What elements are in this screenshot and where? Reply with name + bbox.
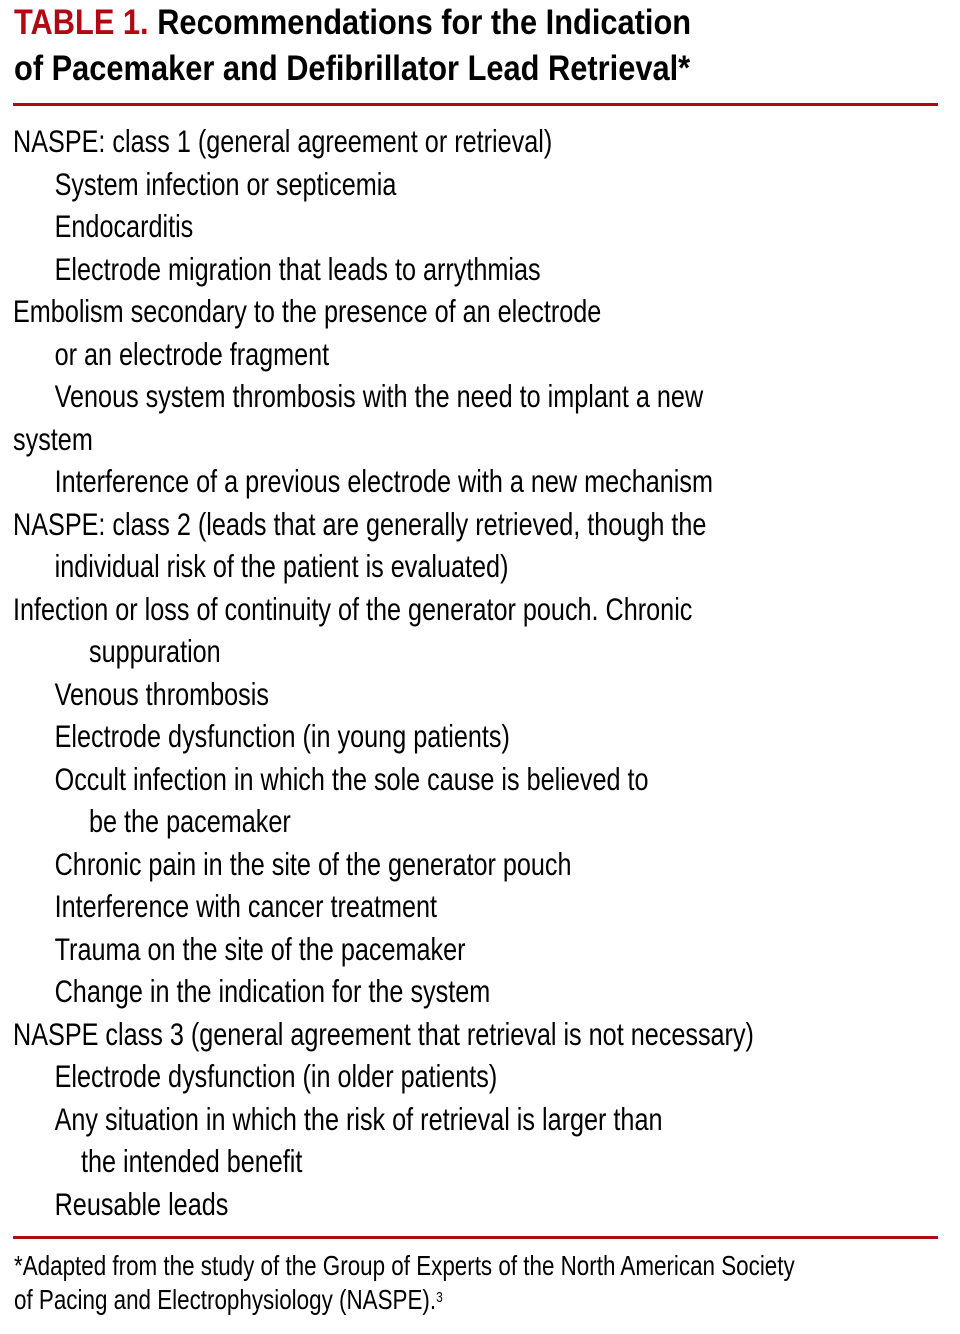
table-row-heading: NASPE class 3 (general agreement that retrieval is not necessary) bbox=[13, 1015, 754, 1052]
footnote-text-2: of Pacing and Electrophysiology (NASPE). bbox=[14, 1284, 437, 1315]
footnote-line-1: *Adapted from the study of the Group of Experts of the North American Society bbox=[14, 1250, 795, 1281]
table-row: Electrode dysfunction (in young patients) bbox=[54, 718, 510, 754]
table-row-heading: NASPE: class 2 (leads that are generally retrieved, though the bbox=[13, 505, 707, 542]
table-row: suppuration bbox=[89, 633, 221, 669]
footnote bbox=[14, 1249, 926, 1317]
table-label: TABLE 1. bbox=[14, 3, 149, 42]
table-row-heading: Infection or loss of continuity of the generator pouch. Chronic bbox=[13, 590, 693, 627]
table-row: individual risk of the patient is evaluated) bbox=[54, 548, 509, 584]
table-row-heading: system bbox=[13, 420, 93, 457]
bottom-rule bbox=[13, 1236, 938, 1239]
table-row: Interference with cancer treatment bbox=[54, 888, 437, 924]
table-row: Change in the indication for the system bbox=[54, 973, 491, 1009]
table-row: Venous thrombosis bbox=[54, 675, 269, 712]
table-row: or an electrode fragment bbox=[54, 335, 330, 372]
table-row-heading: Embolism secondary to the presence of an electrode bbox=[13, 293, 602, 329]
top-rule bbox=[13, 103, 938, 106]
title-line-1 bbox=[14, 0, 841, 46]
footnote-reference: 3 bbox=[436, 1289, 443, 1306]
table-row: the intended benefit bbox=[81, 1143, 303, 1179]
table-row: Interference of a previous electrode with a new mechanism bbox=[54, 463, 713, 499]
table-row: Venous system thrombosis with the need to implant a new bbox=[54, 378, 704, 414]
title-text-1: Recommendations for the Indication bbox=[157, 3, 692, 42]
table-row: Electrode migration that leads to arrythmias bbox=[54, 250, 541, 287]
table-row: be the pacemaker bbox=[89, 803, 291, 839]
table-row: Any situation in which the risk of retrieval is larger than bbox=[54, 1100, 663, 1137]
table-row: Reusable leads bbox=[54, 1185, 229, 1222]
table-row: Occult infection in which the sole cause is believed to bbox=[54, 760, 649, 797]
table-row: Electrode dysfunction (in older patients) bbox=[54, 1058, 498, 1094]
table-body bbox=[13, 120, 893, 1225]
table-title bbox=[14, 0, 841, 92]
table-row: Endocarditis bbox=[54, 208, 194, 244]
table-row: Trauma on the site of the pacemaker bbox=[54, 930, 466, 967]
table-row: Chronic pain in the site of the generator pouch bbox=[54, 845, 572, 882]
table-row-heading: NASPE: class 1 (general agreement or retrieval) bbox=[13, 123, 553, 159]
table-row: System infection or septicemia bbox=[54, 165, 397, 202]
title-line-2: of Pacemaker and Defibrillator Lead Retrieval* bbox=[14, 49, 691, 88]
footnote-line-2 bbox=[14, 1283, 926, 1317]
